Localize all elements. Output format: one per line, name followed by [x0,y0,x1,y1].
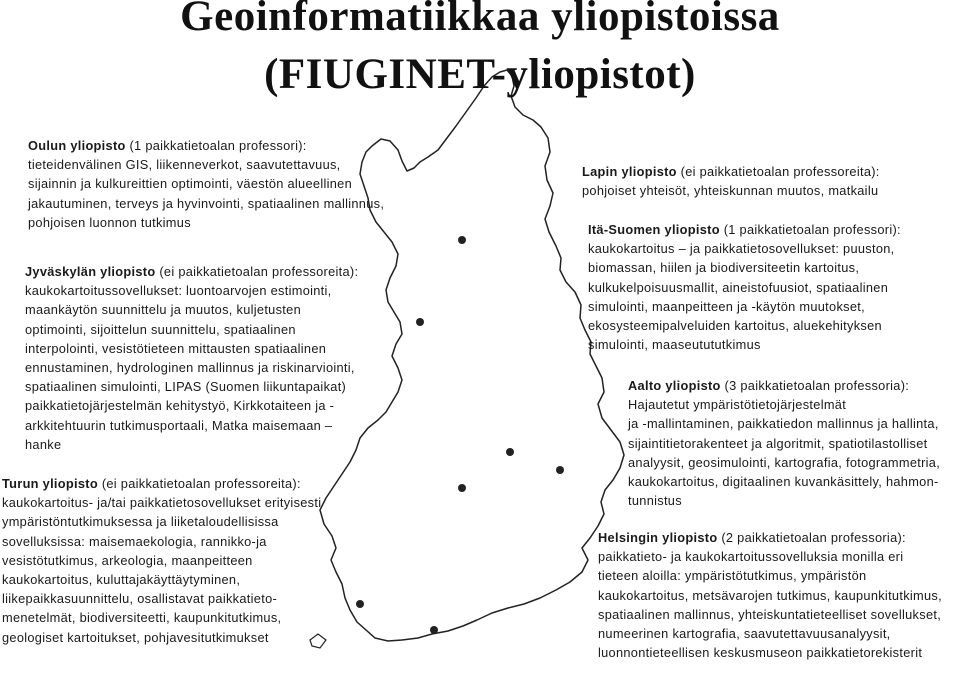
professor-count: (2 paikkatietoalan professoria): [717,530,906,545]
topic-line: kaukokartoitussovellukset: luontoarvojen estimointi, [25,283,332,299]
topic-line: ekosysteemipalveluiden kartoitus, aluekehityksen [588,318,882,334]
topic-line: pohjoiset yhteisöt, yhteiskunnan muutos, matkailu [582,183,879,199]
university-heading [628,376,940,395]
topic-line: liikepaikkasuunnittelu, osallistavat paikkatieto- [2,591,278,607]
topic-line: kaukokartoitus, metsävarojen tutkimus, kaupunkitutkimus, [598,587,942,603]
topic-line: optimointi, sijoittelun suunnittelu, spatiaalinen [25,321,296,337]
oulu-university-block [28,136,384,232]
topic-line: menetelmät, biodiversiteetti, kaupunkitutkimus, [2,610,282,626]
topic-line: tunnistus [628,493,682,509]
topic-line: paikkatietojärjestelmän kehitystyö, Kirkkotaiteen ja - [25,398,335,414]
city-dot-turku [356,600,364,608]
topic-line: ennustaminen, hydrologinen mallinnus ja riskinarviointi, [25,360,355,376]
university-name: Jyväskylän yliopisto [25,264,156,279]
topic-line: arkkitehtuurin tutkimusportaali, Matka maisemaan – [25,417,333,433]
topic-line: kaukokartoitus – ja paikkatietosovellukset: puuston, [588,241,895,257]
city-dot-rovaniemi [458,236,466,244]
topic-line: kaukokartoitus, digitaalinen kuvankäsittely, hahmon- [628,474,939,490]
topic-line: jakautuminen, terveys ja hyvinvointi, spatiaalinen mallinnus, [28,195,385,211]
city-dot-kuopio [506,448,514,456]
topic-line: spatiaalinen mallinnus, yhteiskuntatieteelliset sovellukset, [598,606,942,622]
professor-count: (1 paikkatietoalan professori): [125,138,307,153]
city-dot-joensuu [556,466,564,474]
topic-line: luonnontieteellisen keskusmuseon paikkatietorekisterit [598,645,923,661]
university-name: Turun yliopisto [2,476,98,491]
topic-line: Hajautetut ympäristötietojärjestelmät [628,397,847,413]
university-name: Helsingin yliopisto [598,530,718,545]
topic-line: ympäristöntutkimuksessa ja liiketaloudellisissa [2,514,279,530]
jyvaskyla-university-block [25,262,358,454]
topic-line: analyysit, geosimulointi, kartografia, fotogrammetria, [628,454,941,470]
university-name: Oulun yliopisto [28,138,126,153]
topic-line: pohjoisen luonnon tutkimus [28,214,191,230]
lappi-university-block [582,162,880,200]
topic-line: numeerinen kartografia, saavutettavuusanalyysit, [598,626,891,642]
topic-line: interpolointi, vesistötieteen mittausten spatiaalinen [25,340,327,356]
city-dot-jyvaskyla [458,484,466,492]
topic-line: spatiaalinen simulointi, LIPAS (Suomen liikuntapaikat) [25,379,347,395]
page-title-line-1: Geoinformatiikkaa yliopistoissa [180,0,780,40]
university-name: Lapin yliopisto [582,164,677,179]
topic-line: tieteidenvälinen GIS, liikenneverkot, saavutettavuus, [28,157,341,173]
topic-line: kaukokartoitus- ja/tai paikkatietosovellukset erityisesti [2,495,322,511]
ita-suomi-university-block [588,220,901,354]
topic-line: hanke [25,436,62,452]
topic-line: kulkukelpoisuusmallit, aineistofuusiot, spatiaalinen [588,279,889,295]
university-name: Aalto yliopisto [628,378,721,393]
professor-count: (ei paikkatietoalan professoreita): [97,476,301,491]
topic-line: vesistötutkimus, arkeologia, maanpeitteen [2,552,253,568]
city-dot-oulu [416,318,424,326]
helsinki-university-block [598,528,942,662]
topic-line: geologiset kartoitukset, pohjavesitutkimukset [2,629,269,645]
topic-line: simulointi, maanpeitteen ja -käytön muutokset, [588,298,865,314]
turku-university-block [2,474,321,647]
university-heading [28,136,384,155]
university-heading [582,162,880,181]
topic-line: paikkatieto- ja kaukokartoitussovelluksia monilla eri [598,549,904,565]
university-name: Itä-Suomen yliopisto [588,222,720,237]
university-heading [25,262,358,281]
city-dot-helsinki [430,626,438,634]
university-heading [588,220,901,239]
topic-line: sijainnin ja kulkureittien optimointi, väestön alueellinen [28,176,352,192]
topic-line: maankäytön suunnittelu ja muutos, kuljetusten [25,302,301,318]
topic-line: biomassan, hiilen ja biodiversiteetin kartoitus, [588,260,860,276]
university-heading [598,528,942,547]
professor-count: (ei paikkatietoalan professoreita): [155,264,359,279]
professor-count: (3 paikkatietoalan professoria): [720,378,910,393]
professor-count: (1 paikkatietoalan professori): [719,222,901,237]
university-heading [2,474,321,493]
page-title-line-2: (FIUGINET-yliopistot) [264,51,696,98]
topic-line: kaukokartoitus, kuluttajakäyttäytyminen, [2,572,241,588]
topic-line: tieteen aloilla: ympäristötutkimus, ympäristön [598,568,867,584]
topic-line: simulointi, maaseutututkimus [588,337,761,353]
aalto-university-block [628,376,940,510]
topic-line: ja -mallintaminen, paikkatiedon mallinnus ja hallinta, [628,416,939,432]
topic-line: sijaintitietorakenteet ja algoritmit, spatiotilastolliset [628,435,928,451]
topic-line: sovelluksissa: maisemaekologia, rannikko-ja [2,533,267,549]
professor-count: (ei paikkatietoalan professoreita): [676,164,880,179]
